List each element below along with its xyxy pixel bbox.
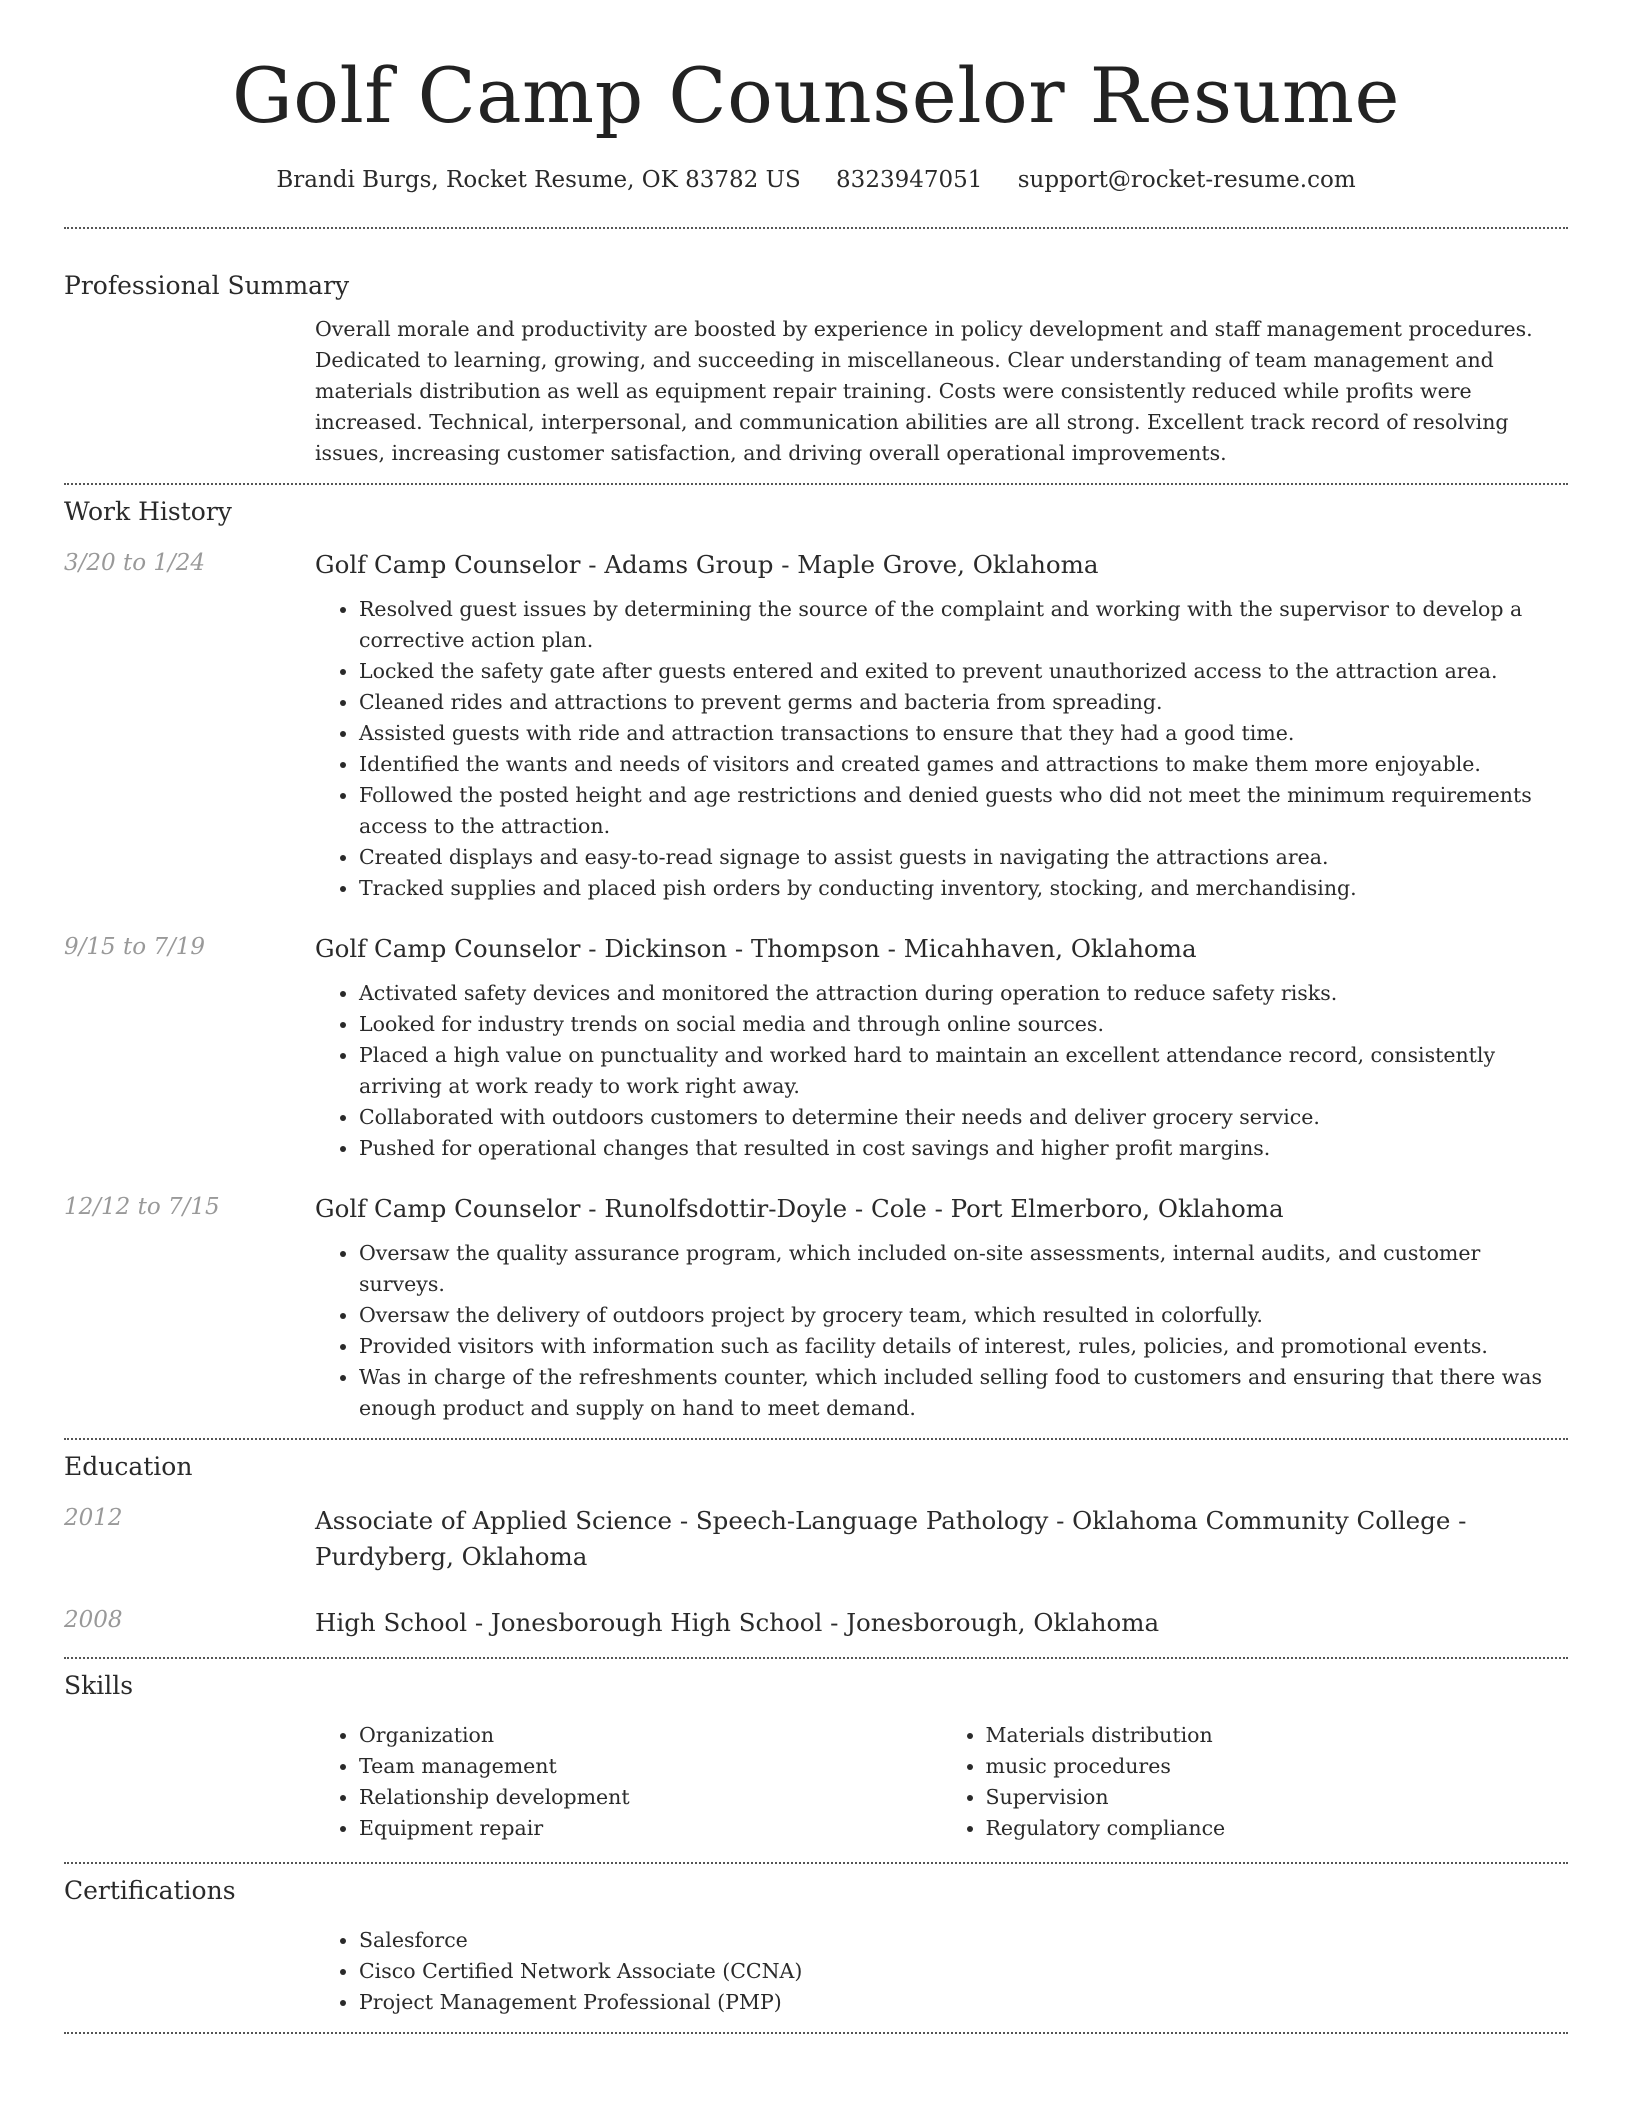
education-year: 2008 <box>64 1607 123 1634</box>
list-item: • Activated safety devices and monitored the attraction during operation to reduce safety risks. <box>359 978 1568 1009</box>
job-entry <box>64 548 1568 904</box>
contact-line <box>64 167 1568 193</box>
list-item: • Regulatory compliance <box>986 1813 1569 1844</box>
summary-text: Overall morale and productivity are boosted by experience in policy development and staff management procedures. Dedicated to learning, growing, and succeeding in miscellaneous. Clear understanding of team management and materials distribution as well as equipment repair training. Costs were consistently reduced while profits were increased. Technical, interpersonal, and communication abilities are all strong. Excellent track record of resolving issues, increasing customer satisfaction, and driving overall operational improvements. <box>315 317 1533 466</box>
education-entry <box>64 1503 1568 1575</box>
certifications-list <box>315 1925 1568 2018</box>
education-entry <box>64 1605 1568 1641</box>
list-item: • Project Management Professional (PMP) <box>359 1987 1568 2018</box>
job-title: Golf Camp Counselor - Adams Group - Maple Grove, Oklahoma <box>315 550 1099 580</box>
job-entry <box>64 1192 1568 1424</box>
list-item: • Was in charge of the refreshments counter, which included selling food to customers and ensuring that there was enough product and supply on hand to meet demand. <box>359 1362 1568 1424</box>
divider <box>64 1438 1568 1440</box>
list-item: • Materials distribution <box>986 1720 1569 1751</box>
list-item: • music procedures <box>986 1751 1569 1782</box>
list-item: • Followed the posted height and age restrictions and denied guests who did not meet the minimum requirements access to the attraction. <box>359 780 1568 842</box>
list-item: • Oversaw the quality assurance program, which included on-site assessments, internal audits, and customer surveys. <box>359 1238 1568 1300</box>
divider <box>64 483 1568 485</box>
list-item: • Identified the wants and needs of visitors and created games and attractions to make them more enjoyable. <box>359 749 1568 780</box>
divider <box>64 1657 1568 1659</box>
list-item: • Placed a high value on punctuality and worked hard to maintain an excellent attendance record, consistently arriving at work ready to work right away. <box>359 1040 1568 1102</box>
job-dates: 12/12 to 7/15 <box>64 1194 220 1221</box>
list-item: • Tracked supplies and placed pish orders by conducting inventory, stocking, and merchandising. <box>359 873 1568 904</box>
certifications-row <box>64 1925 1568 2018</box>
list-item: • Pushed for operational changes that resulted in cost savings and higher profit margins. <box>359 1133 1568 1164</box>
education-title: High School - Jonesborough High School - Jonesborough, Oklahoma <box>315 1608 1160 1638</box>
divider <box>64 2032 1568 2034</box>
divider <box>64 227 1568 229</box>
education-title: Associate of Applied Science - Speech-Language Pathology - Oklahoma Community College - Purdyberg, Oklahoma <box>315 1506 1467 1572</box>
list-item: • Supervision <box>986 1782 1569 1813</box>
summary-row <box>64 314 1568 469</box>
list-item: • Collaborated with outdoors customers to determine their needs and deliver grocery service. <box>359 1102 1568 1133</box>
contact-address: Brandi Burgs, Rocket Resume, OK 83782 US <box>276 167 801 194</box>
list-item: • Team management <box>359 1751 942 1782</box>
list-item: • Created displays and easy-to-read signage to assist guests in navigating the attractions area. <box>359 842 1568 873</box>
list-item: • Provided visitors with information such as facility details of interest, rules, policies, and promotional events. <box>359 1331 1568 1362</box>
job-bullets <box>315 1238 1568 1424</box>
list-item: • Resolved guest issues by determining the source of the complaint and working with the supervisor to develop a corrective action plan. <box>359 594 1568 656</box>
skills-column-2 <box>942 1720 1569 1844</box>
job-bullets <box>315 978 1568 1164</box>
contact-email: support@rocket-resume.com <box>1017 167 1356 194</box>
skills-row <box>64 1720 1568 1844</box>
list-item: • Equipment repair <box>359 1813 942 1844</box>
job-entry <box>64 932 1568 1164</box>
skills-heading: Skills <box>64 1671 134 1701</box>
job-dates: 9/15 to 7/19 <box>64 934 206 961</box>
job-title: Golf Camp Counselor - Runolfsdottir-Doyle - Cole - Port Elmerboro, Oklahoma <box>315 1194 1284 1224</box>
resume-title: Golf Camp Counselor Resume <box>232 51 1400 140</box>
summary-heading: Professional Summary <box>64 271 350 301</box>
job-dates: 3/20 to 1/24 <box>64 550 206 577</box>
list-item: • Cleaned rides and attractions to prevent germs and bacteria from spreading. <box>359 687 1568 718</box>
work-heading: Work History <box>64 497 232 527</box>
education-heading: Education <box>64 1452 193 1482</box>
list-item: • Locked the safety gate after guests entered and exited to prevent unauthorized access to the attraction area. <box>359 656 1568 687</box>
certifications-heading: Certifications <box>64 1876 236 1906</box>
list-item: • Relationship development <box>359 1782 942 1813</box>
list-item: • Organization <box>359 1720 942 1751</box>
job-bullets <box>315 594 1568 904</box>
job-title: Golf Camp Counselor - Dickinson - Thompson - Micahhaven, Oklahoma <box>315 934 1197 964</box>
list-item: • Assisted guests with ride and attraction transactions to ensure that they had a good time. <box>359 718 1568 749</box>
list-item: • Salesforce <box>359 1925 1568 1956</box>
skills-column-1 <box>315 1720 942 1844</box>
list-item: • Looked for industry trends on social media and through online sources. <box>359 1009 1568 1040</box>
list-item: • Oversaw the delivery of outdoors project by grocery team, which resulted in colorfully. <box>359 1300 1568 1331</box>
divider <box>64 1862 1568 1864</box>
list-item: • Cisco Certified Network Associate (CCNA) <box>359 1956 1568 1987</box>
contact-phone: 8323947051 <box>836 167 983 194</box>
education-year: 2012 <box>64 1505 123 1532</box>
